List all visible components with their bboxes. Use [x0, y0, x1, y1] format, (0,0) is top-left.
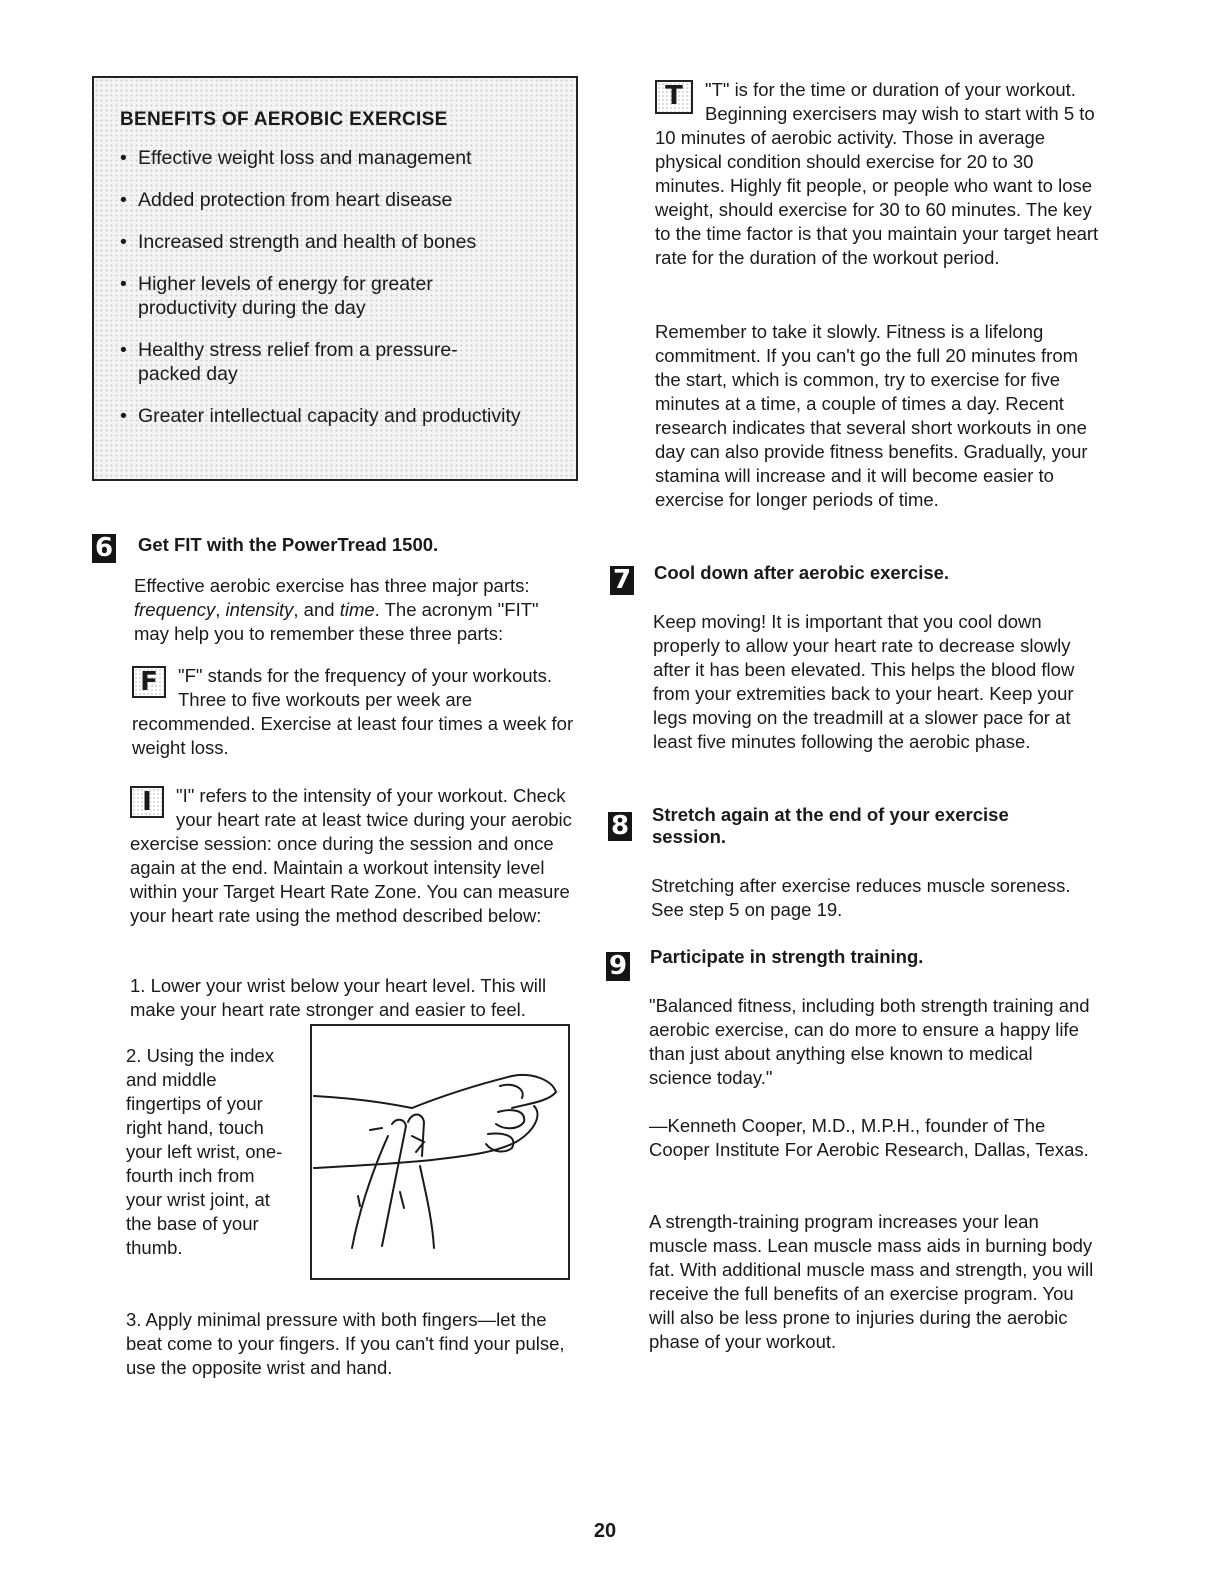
fit-intro: Effective aerobic exercise has three major parts: frequency, intensity, and time. The acronym "FIT" may help you to remember these three parts:: [134, 575, 539, 644]
intensity-paragraph: I "I" refers to the intensity of your workout. Check your heart rate at least twice during your aerobic exercise session: once during the session and once again at the end. Maintain a workout intensity level within your Target Heart Rate Zone. You can measure your heart rate using the method described below:: [130, 785, 572, 926]
method-step-2: 2. Using the index and middle fingertips of your right hand, touch your left wrist, one-fourth inch from your wrist joint, at the base of your thumb.: [126, 1045, 283, 1258]
hand-drawing: [312, 1026, 568, 1278]
step-number-badge: 7: [610, 566, 634, 595]
list-item: • Greater intellectual capacity and productivity: [120, 404, 556, 428]
time-paragraph: T "T" is for the time or duration of your workout. Beginning exercisers may wish to start with 5 to 10 minutes of aerobic activity. Those in average physical condition should exercise for 20 to 30 minutes. Highly fit people, or people who want to lose weight, should exercise for 30 to 60 minutes. The key to the time factor is that you maintain your target heart rate for the duration of the workout period.: [655, 79, 1099, 268]
step-title: Participate in strength training.: [650, 946, 924, 967]
step-8-heading: [608, 804, 1052, 848]
letter-t-box: T: [655, 80, 693, 114]
step-number-badge: 6: [92, 534, 116, 563]
method-step-1: 1. Lower your wrist below your heart level. This will make your heart rate stronger and easier to feel.: [130, 975, 547, 1020]
step-number-badge: 8: [608, 812, 632, 841]
list-item: • Added protection from heart disease: [120, 188, 556, 212]
step-6-heading: [92, 534, 438, 563]
cooper-quote: "Balanced fitness, including both strength training and aerobic exercise, can do more to ensure a happy life than just about anything else known to medical science today.": [649, 995, 1090, 1088]
page-number: 20: [593, 1520, 617, 1542]
method-step-3: 3. Apply minimal pressure with both fingers—let the beat come to your fingers. If you can't find your pulse, use the opposite wrist and hand.: [126, 1309, 565, 1378]
wrist-pulse-illustration: [310, 1024, 570, 1280]
step-9-heading: [606, 946, 923, 981]
letter-i-box: I: [130, 786, 164, 818]
step-title: Stretch again at the end of your exercise session.: [652, 804, 1009, 847]
letter-f-box: F: [132, 666, 166, 698]
stretch-paragraph: Stretching after exercise reduces muscle soreness. See step 5 on page 19.: [651, 875, 1071, 920]
strength-paragraph: A strength-training program increases your lean muscle mass. Lean muscle mass aids in burning body fat. With additional muscle mass and strength, you will receive the full benefits of an exercise program. You will also be less prone to injuries during the aerobic phase of your workout.: [649, 1211, 1094, 1352]
cool-down-paragraph: Keep moving! It is important that you cool down properly to allow your heart rate to decrease slowly after it has been elevated. This helps the blood flow from your extremities back to your heart. Keep your legs moving on the treadmill at a slower pace for at least five minutes following the aerobic phase.: [653, 611, 1075, 752]
step-number-badge: 9: [606, 952, 630, 981]
benefits-box: [92, 76, 578, 481]
frequency-paragraph: F "F" stands for the frequency of your workouts. Three to five workouts per week are recommended. Exercise at least four times a week for weight loss.: [132, 665, 574, 758]
remember-paragraph: Remember to take it slowly. Fitness is a lifelong commitment. If you can't go the full 20 minutes from the start, which is common, try to exercise for five minutes at a time, a couple of times a day. Recent research indicates that several short workouts in one day can also provide fitness benefits. Gradually, your stamina will increase and it will become easier to exercise for longer periods of time.: [655, 321, 1088, 510]
step-title: Get FIT with the PowerTread 1500.: [138, 534, 439, 555]
step-title: Cool down after aerobic exercise.: [654, 562, 950, 583]
list-item: • Increased strength and health of bones: [120, 230, 556, 254]
step-7-heading: [610, 562, 949, 595]
benefits-title: BENEFITS OF AEROBIC EXERCISE: [120, 109, 448, 130]
list-item: • Higher levels of energy for greater productivity during the day: [120, 272, 556, 320]
list-item: • Effective weight loss and management: [120, 146, 556, 170]
list-item: • Healthy stress relief from a pressure-packed day: [120, 338, 556, 386]
quote-attribution: —Kenneth Cooper, M.D., M.P.H., founder of The Cooper Institute For Aerobic Research, Dallas, Texas.: [649, 1115, 1089, 1160]
benefits-list: [120, 146, 556, 428]
